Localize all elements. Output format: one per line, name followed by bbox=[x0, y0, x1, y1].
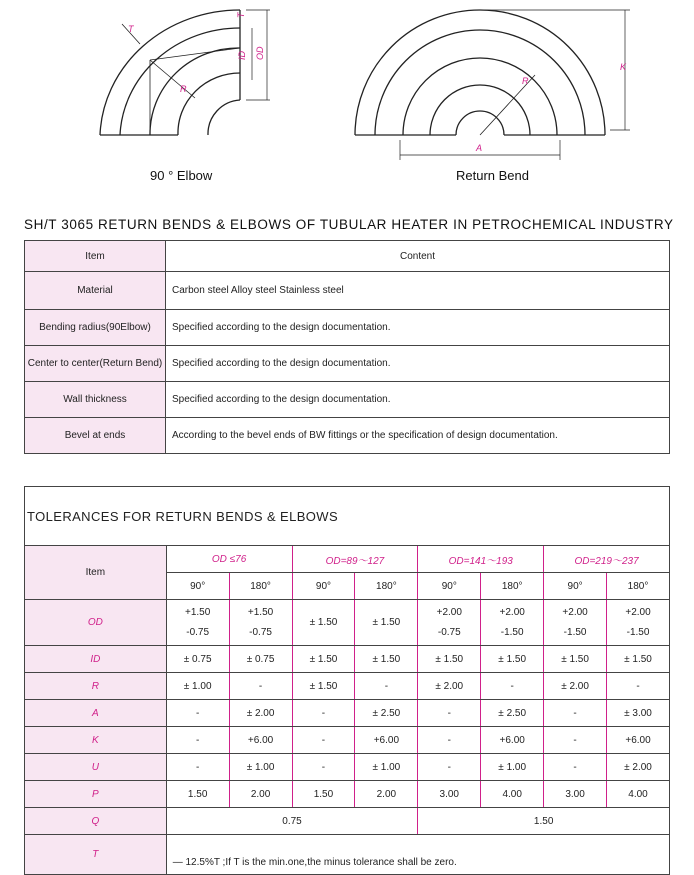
tolerance-cell: ± 1.00 bbox=[166, 673, 229, 700]
tolerance-cell: 1.50 bbox=[292, 781, 355, 808]
tolerance-cell: ± 1.00 bbox=[481, 754, 544, 781]
diagram-area bbox=[0, 0, 694, 200]
spec-table bbox=[24, 240, 670, 454]
tolerance-cell: ± 1.50 bbox=[481, 646, 544, 673]
tolerance-cell: 1.50 bbox=[166, 781, 229, 808]
q-value-right: 1.50 bbox=[418, 808, 670, 835]
tolerance-item-label: Item bbox=[25, 546, 167, 600]
tolerance-cell: +6.00 bbox=[355, 727, 418, 754]
tolerance-cell: ± 2.00 bbox=[229, 700, 292, 727]
tolerance-cell: - bbox=[418, 754, 481, 781]
tolerance-cell: +1.50 -0.75 bbox=[166, 600, 229, 646]
row-label-t: T bbox=[25, 835, 167, 875]
tolerance-cell: ± 1.50 bbox=[292, 600, 355, 646]
tolerance-row bbox=[25, 700, 670, 727]
row-label-a: A bbox=[25, 700, 167, 727]
tolerance-cell: - bbox=[292, 754, 355, 781]
tolerance-cell: - bbox=[166, 700, 229, 727]
spec-content-center: Specified according to the design documentation. bbox=[166, 346, 670, 382]
tolerance-title: TOLERANCES FOR RETURN BENDS & ELBOWS bbox=[25, 487, 670, 546]
tolerance-cell: 3.00 bbox=[544, 781, 607, 808]
tolerance-cell: ± 2.00 bbox=[607, 754, 670, 781]
tolerance-cell: +2.00 -1.50 bbox=[607, 600, 670, 646]
tolerance-cell: - bbox=[292, 700, 355, 727]
elbow-id-label: ID bbox=[237, 51, 247, 60]
tolerance-cell: - bbox=[166, 727, 229, 754]
tolerance-cell: ± 1.50 bbox=[607, 646, 670, 673]
tolerance-row bbox=[25, 754, 670, 781]
page-heading: SH/T 3065 RETURN BENDS & ELBOWS OF TUBULAR HEATER IN PETROCHEMICAL INDUSTRY bbox=[24, 217, 674, 232]
angle-header: 90° bbox=[418, 573, 481, 600]
tolerance-cell: ± 1.50 bbox=[292, 673, 355, 700]
tolerance-cell: +1.50 -0.75 bbox=[229, 600, 292, 646]
spec-item-bevel: Bevel at ends bbox=[25, 418, 166, 454]
tolerance-cell: - bbox=[607, 673, 670, 700]
elbow-t-label: T bbox=[128, 24, 134, 34]
tolerance-cell: 2.00 bbox=[355, 781, 418, 808]
spec-item-material: Material bbox=[25, 272, 166, 310]
tolerance-table bbox=[24, 486, 670, 875]
tolerance-cell: +6.00 bbox=[229, 727, 292, 754]
angle-header: 90° bbox=[544, 573, 607, 600]
spec-header-content: Content bbox=[166, 241, 670, 272]
tolerance-cell: ± 1.50 bbox=[544, 646, 607, 673]
tolerance-cell: ± 1.50 bbox=[292, 646, 355, 673]
return-bend-caption: Return Bend bbox=[456, 168, 529, 183]
tolerance-cell: +2.00 -1.50 bbox=[544, 600, 607, 646]
tolerance-cell: ± 2.00 bbox=[418, 673, 481, 700]
row-label-p: P bbox=[25, 781, 167, 808]
tolerance-cell: +6.00 bbox=[481, 727, 544, 754]
row-label-q: Q bbox=[25, 808, 167, 835]
tolerance-cell: 4.00 bbox=[607, 781, 670, 808]
tolerance-cell: ± 0.75 bbox=[166, 646, 229, 673]
bend-k-label: K bbox=[620, 62, 627, 72]
angle-header: 180° bbox=[229, 573, 292, 600]
spec-content-wall: Specified according to the design documentation. bbox=[166, 382, 670, 418]
angle-header: 180° bbox=[481, 573, 544, 600]
row-label-od: OD bbox=[25, 600, 167, 646]
elbow-r-label: R bbox=[180, 84, 187, 94]
tolerance-cell: ± 1.50 bbox=[418, 646, 481, 673]
tolerance-cell: - bbox=[544, 754, 607, 781]
tolerance-cell: - bbox=[229, 673, 292, 700]
group-header: OD=219～237 bbox=[544, 546, 670, 573]
tolerance-row bbox=[25, 727, 670, 754]
tolerance-cell: ± 1.50 bbox=[355, 646, 418, 673]
tolerance-cell: +2.00 -0.75 bbox=[418, 600, 481, 646]
tolerance-cell: ± 1.50 bbox=[355, 600, 418, 646]
tolerance-cell: - bbox=[544, 727, 607, 754]
spec-item-bending: Bending radius(90Elbow) bbox=[25, 310, 166, 346]
group-header: OD=89～127 bbox=[292, 546, 418, 573]
tolerance-cell: 2.00 bbox=[229, 781, 292, 808]
row-label-id: ID bbox=[25, 646, 167, 673]
tolerance-cell: +2.00 -1.50 bbox=[481, 600, 544, 646]
row-label-u: U bbox=[25, 754, 167, 781]
elbow-t2-label: T bbox=[236, 12, 246, 18]
q-value-left: 0.75 bbox=[166, 808, 418, 835]
elbow-caption: 90 ° Elbow bbox=[150, 168, 213, 183]
spec-item-wall: Wall thickness bbox=[25, 382, 166, 418]
tolerance-cell: ± 3.00 bbox=[607, 700, 670, 727]
tolerance-row bbox=[25, 600, 670, 646]
tolerance-cell: - bbox=[292, 727, 355, 754]
tolerance-cell: ± 2.50 bbox=[355, 700, 418, 727]
group-header: OD ≤76 bbox=[166, 546, 292, 573]
elbow-od-label: OD bbox=[255, 46, 265, 60]
tolerance-row bbox=[25, 646, 670, 673]
spec-header-item: Item bbox=[25, 241, 166, 272]
angle-header: 90° bbox=[166, 573, 229, 600]
row-label-r: R bbox=[25, 673, 167, 700]
elbow-diagram bbox=[100, 10, 270, 135]
spec-item-center: Center to center(Return Bend) bbox=[25, 346, 166, 382]
bend-r-label: R bbox=[522, 76, 529, 86]
tolerance-cell: ± 2.00 bbox=[544, 673, 607, 700]
tolerance-cell: - bbox=[418, 700, 481, 727]
tolerance-cell: - bbox=[355, 673, 418, 700]
tolerance-cell: ± 0.75 bbox=[229, 646, 292, 673]
row-label-k: K bbox=[25, 727, 167, 754]
tolerance-row bbox=[25, 781, 670, 808]
group-header: OD=141～193 bbox=[418, 546, 544, 573]
return-bend-diagram bbox=[355, 10, 630, 160]
tolerance-cell: +6.00 bbox=[607, 727, 670, 754]
spec-content-material: Carbon steel Alloy steel Stainless steel bbox=[166, 272, 670, 310]
tolerance-row bbox=[25, 673, 670, 700]
angle-header: 180° bbox=[607, 573, 670, 600]
tolerance-cell: - bbox=[418, 727, 481, 754]
tolerance-cell: - bbox=[481, 673, 544, 700]
spec-content-bending: Specified according to the design documentation. bbox=[166, 310, 670, 346]
angle-header: 90° bbox=[292, 573, 355, 600]
tolerance-cell: ± 1.00 bbox=[355, 754, 418, 781]
tolerance-cell: ± 2.50 bbox=[481, 700, 544, 727]
angle-header: 180° bbox=[355, 573, 418, 600]
tolerance-cell: ± 1.00 bbox=[229, 754, 292, 781]
tolerance-cell: - bbox=[544, 700, 607, 727]
tolerance-cell: 4.00 bbox=[481, 781, 544, 808]
tolerance-cell: 3.00 bbox=[418, 781, 481, 808]
tolerance-cell: - bbox=[166, 754, 229, 781]
spec-content-bevel: According to the bevel ends of BW fittings or the specification of design documentation. bbox=[166, 418, 670, 454]
t-note: — 12.5%T ;If T is the min.one,the minus tolerance shall be zero. bbox=[166, 835, 669, 875]
bend-a-label: A bbox=[476, 143, 483, 153]
